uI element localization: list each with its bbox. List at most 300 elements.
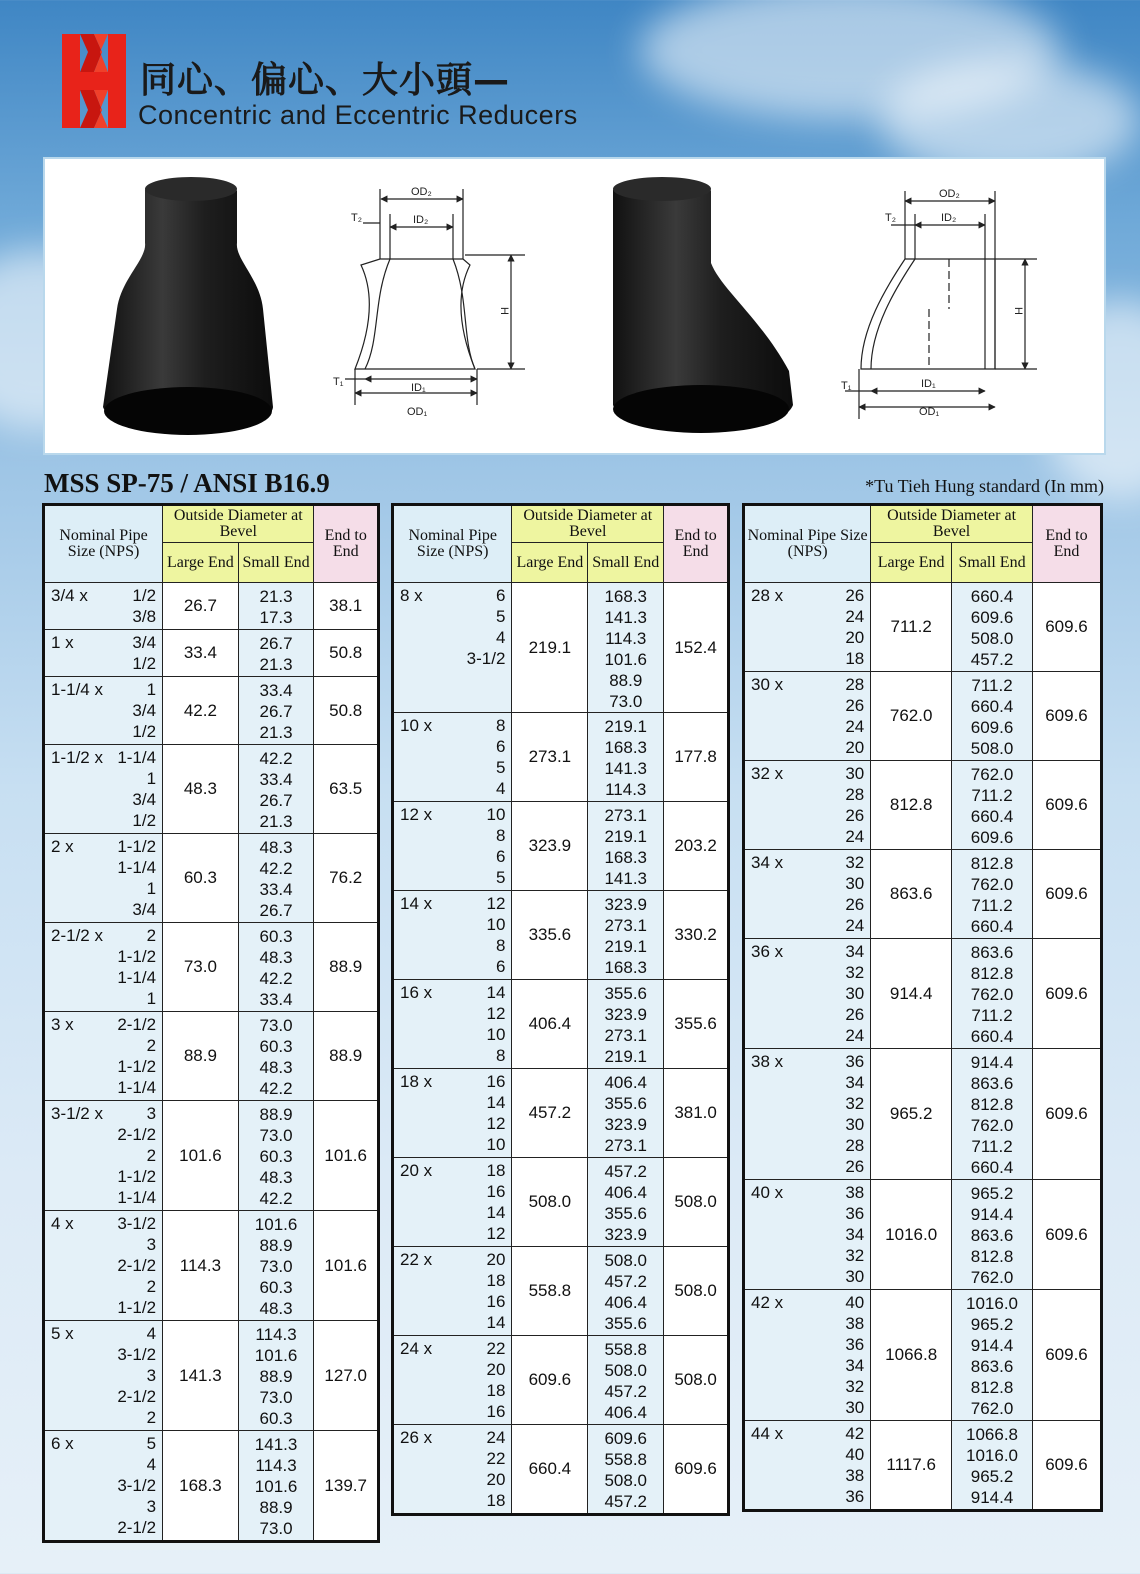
nps-cell [44, 677, 163, 745]
small-end-value: 101.6 [254, 1346, 298, 1365]
table-row [744, 672, 1102, 761]
nps-large: 16 x [400, 983, 433, 1002]
header-small-end: Small End [952, 543, 1033, 583]
nps-small: 5 [495, 868, 506, 887]
nps-cell [744, 1421, 871, 1511]
large-end-cell: 914.4 [871, 939, 952, 1049]
nps-small: 18 [486, 1491, 506, 1510]
nps-small: 1-1/2 [117, 837, 157, 856]
large-end-cell: 141.3 [163, 1321, 239, 1431]
nps-small: 1 [146, 680, 157, 699]
small-end-cell [588, 891, 664, 980]
nps-small: 1-1/4 [117, 1188, 157, 1207]
nps-small: 38 [845, 1314, 865, 1333]
concentric-reducer-photo [103, 177, 273, 435]
nps-small: 30 [845, 874, 865, 893]
small-end-value: 762.0 [970, 985, 1014, 1004]
nps-line [400, 1223, 505, 1244]
header-small-end: Small End [588, 543, 664, 583]
small-end-value: 406.4 [604, 1183, 648, 1202]
end-to-end-cell: 609.6 [1032, 1049, 1101, 1180]
nps-cell [744, 672, 871, 761]
nps-large: 2-1/2 x [51, 926, 103, 945]
large-end-cell: 219.1 [512, 583, 588, 713]
nps-line [751, 1355, 864, 1376]
nps-line [751, 852, 864, 873]
small-end-value: 812.8 [970, 1378, 1014, 1397]
nps-large: 12 x [400, 805, 433, 824]
small-end-value: 48.3 [259, 1058, 293, 1077]
nps-line [51, 606, 156, 627]
nps-line [751, 1465, 864, 1486]
small-end-value: 26.7 [259, 791, 293, 810]
small-end-value: 863.6 [970, 1074, 1014, 1093]
small-end-value: 812.8 [970, 1247, 1014, 1266]
nps-small: 1/2 [132, 811, 157, 830]
small-end-value: 21.3 [259, 812, 293, 831]
nps-small: 1-1/2 [117, 947, 157, 966]
small-end-value: 114.3 [605, 629, 647, 648]
small-end-cell [238, 677, 314, 745]
nps-small: 14 [486, 1093, 506, 1112]
nps-line [751, 894, 864, 915]
nps-small: 26 [845, 1157, 865, 1176]
nps-line [400, 1092, 505, 1113]
eccentric-reducer-photo [613, 177, 793, 433]
small-end-value: 60.3 [259, 1147, 293, 1166]
nps-line [400, 1134, 505, 1155]
nps-small: 2 [146, 1036, 157, 1055]
small-end-cell [952, 1421, 1033, 1511]
table-row [393, 1336, 729, 1425]
nps-small: 34 [845, 1356, 865, 1375]
nps-small: 8 [495, 936, 506, 955]
nps-line [751, 585, 864, 606]
small-end-value: 273.1 [604, 1136, 648, 1155]
table-row [393, 802, 729, 891]
small-end-value: 762.0 [970, 875, 1014, 894]
nps-small: 30 [845, 1267, 865, 1286]
small-end-cell [238, 1211, 314, 1321]
nps-cell [44, 1211, 163, 1321]
nps-small: 4 [495, 628, 506, 647]
nps-line [751, 805, 864, 826]
small-end-value: 33.4 [259, 880, 293, 899]
small-end-value: 42.2 [259, 1079, 293, 1098]
end-to-end-cell: 177.8 [664, 713, 729, 802]
nps-small: 30 [845, 984, 865, 1003]
nps-line [51, 789, 156, 810]
nps-line [751, 983, 864, 1004]
label-id2: ID₂ [413, 214, 429, 226]
nps-line [400, 1359, 505, 1380]
nps-line [751, 1224, 864, 1245]
small-end-value: 457.2 [970, 650, 1014, 669]
header-nominal: Nominal Pipe Size (NPS) [44, 505, 163, 583]
small-end-value: 762.0 [970, 1268, 1014, 1287]
small-end-value: 141.3 [604, 759, 648, 778]
nps-small: 1/2 [132, 654, 157, 673]
small-end-value: 219.1 [604, 827, 648, 846]
large-end-cell: 48.3 [163, 745, 239, 834]
nps-line [751, 627, 864, 648]
small-end-cell [238, 583, 314, 630]
nps-line [51, 653, 156, 674]
small-end-value: 711.2 [971, 1006, 1013, 1025]
nps-line [51, 1297, 156, 1318]
table-row [44, 1431, 379, 1542]
nps-small: 32 [845, 1094, 865, 1113]
header-large-end: Large End [163, 543, 239, 583]
nps-small: 3-1/2 [117, 1214, 157, 1233]
small-end-value: 60.3 [259, 1409, 293, 1428]
small-end-value: 660.4 [970, 807, 1014, 826]
nps-large: 14 x [400, 894, 433, 913]
nps-small: 28 [845, 675, 865, 694]
nps-small: 34 [845, 1073, 865, 1092]
nps-large: 2 x [51, 837, 74, 856]
nps-small: 32 [845, 1246, 865, 1265]
table-row [393, 1247, 729, 1336]
nps-large: 38 x [751, 1052, 784, 1071]
table-row [744, 1290, 1102, 1421]
nps-small: 26 [845, 1005, 865, 1024]
nps-cell [44, 1321, 163, 1431]
standard-note: *Tu Tieh Hung standard (In mm) [865, 476, 1104, 496]
nps-large: 22 x [400, 1250, 433, 1269]
small-end-value: 219.1 [604, 937, 648, 956]
table-row [744, 850, 1102, 939]
small-end-cell [952, 1290, 1033, 1421]
nps-large: 30 x [751, 675, 784, 694]
small-end-value: 73.0 [259, 1126, 293, 1145]
nps-cell [44, 923, 163, 1012]
nps-line [751, 1313, 864, 1334]
nps-small: 16 [486, 1182, 506, 1201]
nps-large: 18 x [400, 1072, 433, 1091]
small-end-cell [588, 1158, 664, 1247]
label-h: H [498, 307, 510, 315]
nps-line [751, 915, 864, 936]
small-end-value: 711.2 [971, 1137, 1013, 1156]
end-to-end-cell: 88.9 [314, 923, 379, 1012]
label-od1: OD₁ [407, 406, 428, 418]
nps-small: 14 [486, 1313, 506, 1332]
nps-line [400, 846, 505, 867]
nps-line [400, 1490, 505, 1511]
nps-line [751, 1292, 864, 1313]
header-outside-diameter: Outside Diameter at Bevel [163, 505, 314, 543]
small-end-value: 60.3 [259, 927, 293, 946]
end-to-end-cell: 609.6 [664, 1425, 729, 1515]
header-nominal: Nominal Pipe Size (NPS) [393, 505, 512, 583]
end-to-end-cell: 330.2 [664, 891, 729, 980]
large-end-cell: 609.6 [512, 1336, 588, 1425]
small-end-cell [952, 1180, 1033, 1290]
label-id1: ID₁ [921, 378, 936, 390]
small-end-value: 101.6 [254, 1215, 298, 1234]
label-t2: T₂ [885, 212, 896, 224]
end-to-end-cell: 508.0 [664, 1158, 729, 1247]
small-end-value: 168.3 [604, 958, 648, 977]
nps-small: 1-1/2 [117, 1057, 157, 1076]
nps-line [400, 1469, 505, 1490]
small-end-value: 609.6 [970, 828, 1014, 847]
small-end-value: 406.4 [604, 1403, 648, 1422]
small-end-value: 457.2 [604, 1492, 648, 1511]
large-end-cell: 26.7 [163, 583, 239, 630]
nps-line [51, 1145, 156, 1166]
nps-line [400, 1291, 505, 1312]
nps-line [400, 648, 505, 669]
large-end-cell: 558.8 [512, 1247, 588, 1336]
nps-line [751, 1397, 864, 1418]
small-end-cell [238, 923, 314, 1012]
large-end-cell: 101.6 [163, 1101, 239, 1211]
nps-small: 16 [486, 1402, 506, 1421]
small-end-value: 711.2 [971, 676, 1013, 695]
nps-small: 12 [486, 1114, 506, 1133]
header-small-end: Small End [238, 543, 314, 583]
nps-small: 32 [845, 1377, 865, 1396]
nps-line [51, 1386, 156, 1407]
nps-line [51, 1454, 156, 1475]
small-end-cell [952, 850, 1033, 939]
small-end-value: 17.3 [259, 608, 293, 627]
small-end-value: 73.0 [259, 1519, 293, 1538]
table-row [44, 1211, 379, 1321]
nps-small: 2 [146, 1408, 157, 1427]
end-to-end-cell: 609.6 [1032, 583, 1101, 672]
nps-small: 40 [845, 1445, 865, 1464]
nps-cell [744, 939, 871, 1049]
nps-line [400, 1045, 505, 1066]
nps-line [400, 606, 505, 627]
end-to-end-cell: 101.6 [314, 1211, 379, 1321]
nps-cell [744, 583, 871, 672]
nps-line [751, 1423, 864, 1444]
large-end-cell: 711.2 [871, 583, 952, 672]
table-row [44, 923, 379, 1012]
reducer-illustrations [45, 159, 1104, 453]
nps-small: 3 [146, 1366, 157, 1385]
header-large-end: Large End [871, 543, 952, 583]
nps-line [51, 585, 156, 606]
nps-small: 42 [845, 1424, 865, 1443]
small-end-value: 355.6 [604, 1204, 648, 1223]
nps-line [751, 962, 864, 983]
nps-line [51, 700, 156, 721]
nps-line [751, 737, 864, 758]
nps-small: 3/8 [132, 607, 157, 626]
nps-small: 32 [845, 963, 865, 982]
nps-small: 18 [486, 1161, 506, 1180]
small-end-value: 762.0 [970, 1116, 1014, 1135]
nps-line [751, 784, 864, 805]
nps-cell [393, 713, 512, 802]
nps-small: 2 [146, 1146, 157, 1165]
end-to-end-cell: 609.6 [1032, 672, 1101, 761]
large-end-cell: 1016.0 [871, 1180, 952, 1290]
small-end-value: 762.0 [970, 1399, 1014, 1418]
nps-small: 2-1/2 [117, 1015, 157, 1034]
nps-cell [393, 1247, 512, 1336]
nps-small: 34 [845, 942, 865, 961]
small-end-value: 914.4 [970, 1336, 1014, 1355]
company-logo [58, 32, 130, 130]
nps-line [51, 946, 156, 967]
nps-large: 20 x [400, 1161, 433, 1180]
nps-line [51, 1496, 156, 1517]
small-end-value: 323.9 [604, 1225, 648, 1244]
nps-line [51, 1213, 156, 1234]
nps-cell [744, 1290, 871, 1421]
small-end-cell [238, 1431, 314, 1542]
nps-small: 4 [146, 1455, 157, 1474]
small-end-value: 1066.8 [966, 1425, 1019, 1444]
nps-small: 34 [845, 1225, 865, 1244]
nps-large: 6 x [51, 1434, 74, 1453]
small-end-cell [952, 1049, 1033, 1180]
nps-cell [744, 1180, 871, 1290]
small-end-value: 711.2 [971, 896, 1013, 915]
label-t1: T₁ [333, 376, 344, 388]
nps-line [751, 1334, 864, 1355]
small-end-value: 73.0 [259, 1016, 293, 1035]
nps-line [751, 716, 864, 737]
label-od1: OD₁ [919, 406, 940, 418]
label-id1: ID₁ [411, 382, 426, 394]
nps-small: 6 [495, 586, 506, 605]
nps-line [51, 1517, 156, 1538]
small-end-value: 114.3 [255, 1325, 297, 1344]
small-end-cell [588, 1069, 664, 1158]
small-end-value: 273.1 [604, 916, 648, 935]
nps-small: 18 [486, 1381, 506, 1400]
large-end-cell: 168.3 [163, 1431, 239, 1542]
small-end-cell [588, 980, 664, 1069]
nps-small: 26 [845, 806, 865, 825]
end-to-end-cell: 508.0 [664, 1247, 729, 1336]
large-end-cell: 965.2 [871, 1049, 952, 1180]
small-end-cell [238, 1101, 314, 1211]
nps-line [400, 825, 505, 846]
nps-large: 3 x [51, 1015, 74, 1034]
small-end-value: 168.3 [604, 848, 648, 867]
nps-line [51, 857, 156, 878]
nps-line [51, 1103, 156, 1124]
nps-line [51, 925, 156, 946]
nps-large: 44 x [751, 1424, 784, 1443]
nps-line [400, 1003, 505, 1024]
nps-small: 30 [845, 1115, 865, 1134]
small-end-cell [588, 802, 664, 891]
nps-small: 4 [146, 1324, 157, 1343]
small-end-value: 141.3 [254, 1435, 298, 1454]
nps-cell [44, 1101, 163, 1211]
small-end-value: 914.4 [970, 1205, 1014, 1224]
nps-small: 24 [845, 1026, 865, 1045]
small-end-value: 42.2 [259, 859, 293, 878]
small-end-value: 1016.0 [966, 1294, 1019, 1313]
nps-small: 36 [845, 1487, 865, 1506]
eccentric-dimension-labels [841, 188, 1024, 418]
nps-line [400, 1113, 505, 1134]
nps-small: 3-1/2 [117, 1476, 157, 1495]
nps-cell [44, 745, 163, 834]
nps-large: 32 x [751, 764, 784, 783]
nps-small: 20 [845, 628, 865, 647]
large-end-cell: 508.0 [512, 1158, 588, 1247]
small-end-value: 42.2 [259, 969, 293, 988]
large-end-cell: 33.4 [163, 630, 239, 677]
nps-line [51, 1407, 156, 1428]
nps-cell [393, 1158, 512, 1247]
nps-line [51, 747, 156, 768]
small-end-value: 508.0 [604, 1361, 648, 1380]
nps-small: 1-1/2 [117, 1298, 157, 1317]
small-end-value: 965.2 [970, 1184, 1014, 1203]
small-end-value: 355.6 [604, 1314, 648, 1333]
large-end-cell: 660.4 [512, 1425, 588, 1515]
nps-small: 3/4 [132, 790, 157, 809]
small-end-value: 711.2 [971, 786, 1013, 805]
small-end-cell [588, 1425, 664, 1515]
nps-line [51, 878, 156, 899]
nps-small: 5 [495, 607, 506, 626]
small-end-cell [952, 939, 1033, 1049]
nps-small: 8 [495, 1046, 506, 1065]
end-to-end-cell: 63.5 [314, 745, 379, 834]
label-t1: T₁ [841, 380, 852, 392]
nps-large: 42 x [751, 1293, 784, 1312]
small-end-value: 812.8 [970, 1095, 1014, 1114]
nps-large: 8 x [400, 586, 423, 605]
table-row [44, 677, 379, 745]
nps-small: 18 [486, 1271, 506, 1290]
small-end-value: 965.2 [970, 1315, 1014, 1334]
nps-small: 3 [146, 1235, 157, 1254]
small-end-cell [952, 583, 1033, 672]
nps-small: 24 [845, 717, 865, 736]
nps-large: 24 x [400, 1339, 433, 1358]
nps-small: 40 [845, 1293, 865, 1312]
large-end-cell: 406.4 [512, 980, 588, 1069]
nps-line [751, 1051, 864, 1072]
nps-small: 8 [495, 716, 506, 735]
nps-line [400, 1270, 505, 1291]
end-to-end-cell: 609.6 [1032, 850, 1101, 939]
nps-large: 1-1/2 x [51, 748, 103, 767]
table-row [393, 713, 729, 802]
nps-line [751, 1135, 864, 1156]
table-row [393, 891, 729, 980]
nps-small: 4 [495, 779, 506, 798]
large-end-cell: 1117.6 [871, 1421, 952, 1511]
large-end-cell: 273.1 [512, 713, 588, 802]
nps-large: 28 x [751, 586, 784, 605]
nps-small: 28 [845, 785, 865, 804]
nps-line [751, 695, 864, 716]
nps-line [751, 873, 864, 894]
nps-line [751, 1025, 864, 1046]
header-end-to-end: End to End [1032, 505, 1101, 583]
concentric-reducer-drawing [345, 189, 525, 405]
small-end-value: 33.4 [259, 990, 293, 1009]
nps-line [400, 1448, 505, 1469]
nps-line [751, 1093, 864, 1114]
nps-line [400, 1181, 505, 1202]
